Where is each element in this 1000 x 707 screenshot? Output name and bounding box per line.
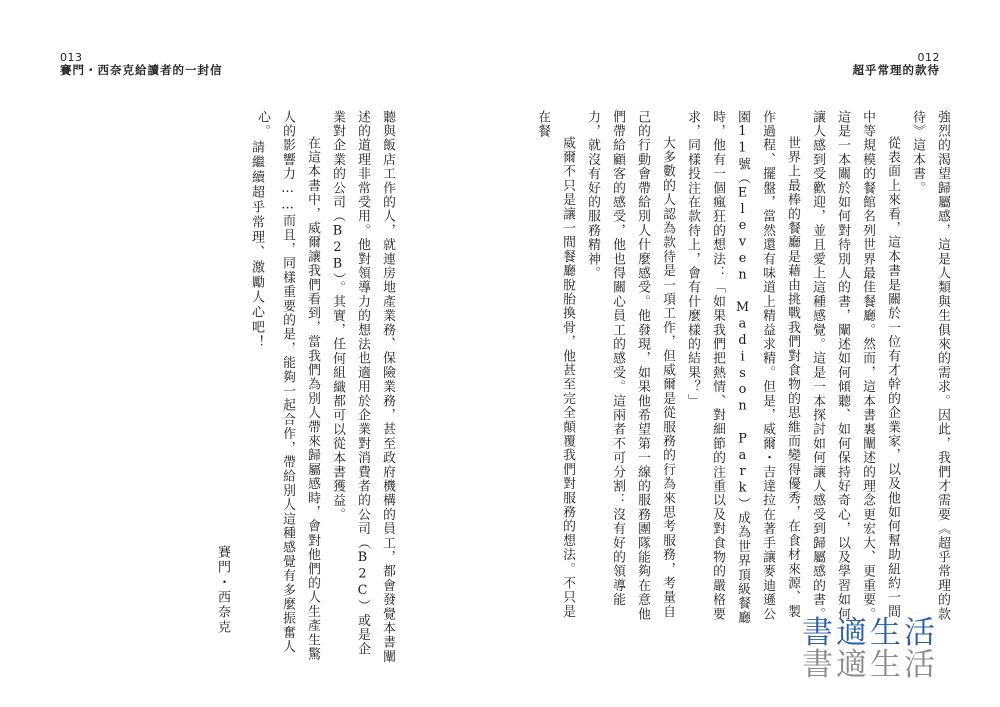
right-page-running-title: 超乎常理的款待 (852, 63, 940, 77)
paragraph: 大多數的人認為款待是一項工作，但威爾是從服務的行為來思考服務，考量自己的行動會帶給別人什麼感受。他發現，如果他希望第一線的服務團隊能夠在意他們帶給顧客的感受，他也得關心員工的感受。這兩者不可分割：沒有好的領導能力，就沒有好的服務精神。 (585, 110, 675, 622)
right-page-text-column (530, 110, 955, 630)
author-signature: 賽門・西奈克 (215, 545, 230, 635)
left-page-text-column (250, 110, 400, 670)
right-page-header (853, 51, 941, 77)
closing-line: 請繼續超乎常理、激勵人心吧！ (249, 140, 264, 350)
paragraph: 從表面上來看，這本書是關於一位有才幹的企業家，以及他如何幫助紐約一間中等規模的餐館名列世界最佳餐廳。然而，這本書裏闡述的理念更宏大、更重要。這是一本關於如何對待別人的書，闡述如何傾聽、如何保持好奇心，以及學習如何讓人感到受歡迎，並且愛上這種感覺。這是一本探討如何讓人感受到歸屬感的書。 (810, 110, 900, 622)
watermark-line-gray: 書適生活 (802, 647, 938, 683)
paragraph: 聽與飯店工作的人，就連房地產業務、保險業務，甚至政府機構的員工，都會發覺本書闡述的道理非常受用。他對領導力的想法也適用於企業對消費者的公司（B2C）或是企業對企業的公司（B2B）。其實，任何組織都可以從本書獲益。 (330, 110, 395, 664)
publisher-watermark (802, 617, 938, 681)
left-page-number: 013 (60, 51, 83, 64)
watermark-line-blue: 書適生活 (802, 615, 938, 651)
paragraph: 世界上最棒的餐廳是藉由挑戰我們對食物的思維而變得優秀，在食材來源、製作過程、擺盤，當然還有味道上精益求精。但是，威爾・吉達拉在著手讓麥迪遜公園11號（Eleven Madison Park）成為世界頂級餐廳時，他有一個瘋狂的想法：「如果我們把熱情、對細節的注重以及對食物的嚴格要求，同樣投注在款待上，會有什麼樣的結果？」 (685, 110, 800, 625)
paragraph: 強烈的渴望歸屬感，這是人類與生俱來的需求。因此，我們才需要《超乎常理的款待》這本書。 (910, 110, 950, 622)
paragraph: 威爾不只是讓一間餐廳脫胎換骨，他甚至完全顛覆我們對服務的想法。不只是在餐 (535, 110, 575, 619)
right-page-body (535, 110, 955, 630)
left-page-header (60, 51, 223, 77)
right-page-number: 012 (917, 51, 940, 64)
left-page-running-title: 賽門・西奈克給讀者的一封信 (60, 63, 223, 77)
paragraph: 在這本書中，威爾讓我們看到，當我們為別人帶來歸屬感時，會對他們的人生產生驚人的影響力……而且，同樣重要的是，能夠一起合作，帶給別人這種感覺有多麼振奮人心。 (255, 110, 320, 661)
